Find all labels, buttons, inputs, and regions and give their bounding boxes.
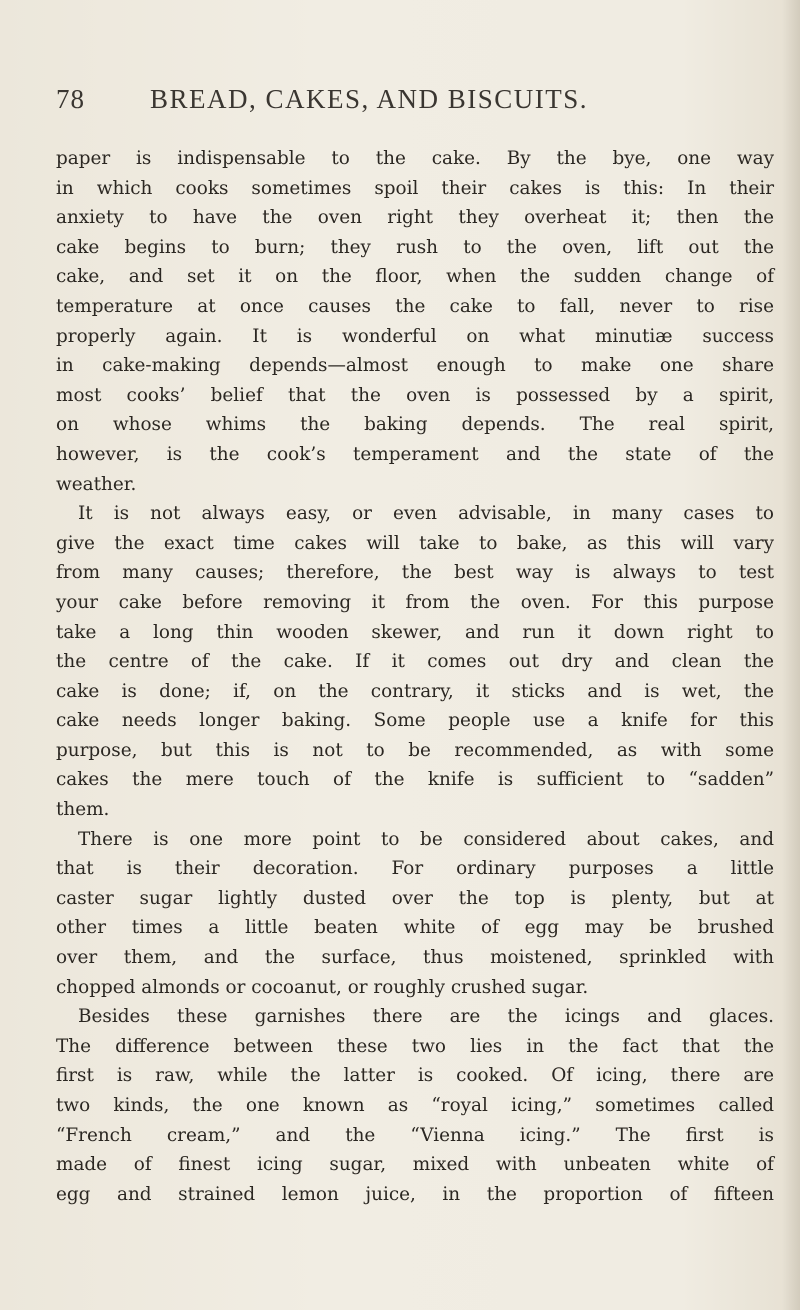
text-line: first is raw, while the latter is cooked. Of icing, there are [56, 1065, 774, 1087]
page-number: 78 [56, 84, 85, 114]
text-line: give the exact time cakes will take to bake, as this will vary [56, 532, 774, 554]
text-line: in which cooks sometimes spoil their cakes is this: In their [56, 177, 774, 199]
text-line: take a long thin wooden skewer, and run it down right to [56, 621, 774, 643]
text-line: cake begins to burn; they rush to the oven, lift out the [56, 236, 774, 258]
text-line: The difference between these two lies in the fact that the [56, 1035, 774, 1057]
text-line: two kinds, the one known as “royal icing,” sometimes called [56, 1095, 774, 1116]
text-line: cake is done; if, on the contrary, it sticks and is wet, the [56, 680, 774, 702]
text-line: caster sugar lightly dusted over the top is plenty, but at [56, 887, 774, 909]
text-line: “French cream,” and the “Vienna icing.” The first is [56, 1124, 774, 1146]
text-line: however, is the cook’s temperament and the state of the [56, 443, 774, 465]
text-line: on whose whims the baking depends. The real spirit, [56, 414, 774, 436]
paragraph-start-line: Besides these garnishes there are the icings and glaces. [78, 1006, 774, 1028]
page-header [56, 84, 756, 124]
text-line: that is their decoration. For ordinary purposes a little [56, 858, 774, 880]
text-line: them. [56, 799, 110, 821]
text-line: temperature at once causes the cake to fall, never to rise [56, 295, 774, 317]
text-line: chopped almonds or cocoanut, or roughly crushed sugar. [56, 976, 589, 998]
text-line: other times a little beaten white of egg may be brushed [56, 917, 774, 939]
text-line: properly again. It is wonderful on what minutiæ success [56, 325, 774, 347]
text-line: in cake-making depends—almost enough to make one share [56, 355, 774, 377]
text-line: most cooks’ belief that the oven is possessed by a spirit, [56, 384, 774, 406]
text-line: paper is indispensable to the cake. By the bye, one way [56, 148, 774, 169]
text-line: the centre of the cake. If it comes out dry and clean the [56, 651, 774, 673]
text-line: over them, and the surface, thus moistened, sprinkled with [56, 947, 774, 969]
body-text [56, 144, 774, 1209]
running-title: BREAD, CAKES, AND BISCUITS. [150, 84, 589, 114]
paragraph-start-line: It is not always easy, or even advisable, in many cases to [78, 503, 774, 525]
text-line: your cake before removing it from the oven. For this purpose [56, 591, 774, 613]
text-line: weather. [56, 473, 137, 495]
text-line: cakes the mere touch of the knife is sufficient to “sadden” [56, 769, 774, 791]
text-line: cake, and set it on the floor, when the sudden change of [56, 266, 774, 288]
text-line: purpose, but this is not to be recommended, as with some [56, 739, 774, 761]
page-edge-shadow [782, 0, 800, 1310]
text-line: cake needs longer baking. Some people use a knife for this [56, 710, 774, 732]
text-line: egg and strained lemon juice, in the proportion of fifteen [56, 1183, 774, 1205]
text-line: anxiety to have the oven right they overheat it; then the [56, 207, 774, 229]
text-line: made of finest icing sugar, mixed with unbeaten white of [56, 1154, 774, 1176]
paragraph-start-line: There is one more point to be considered about cakes, and [78, 828, 774, 850]
text-line: from many causes; therefore, the best way is always to test [56, 562, 774, 584]
